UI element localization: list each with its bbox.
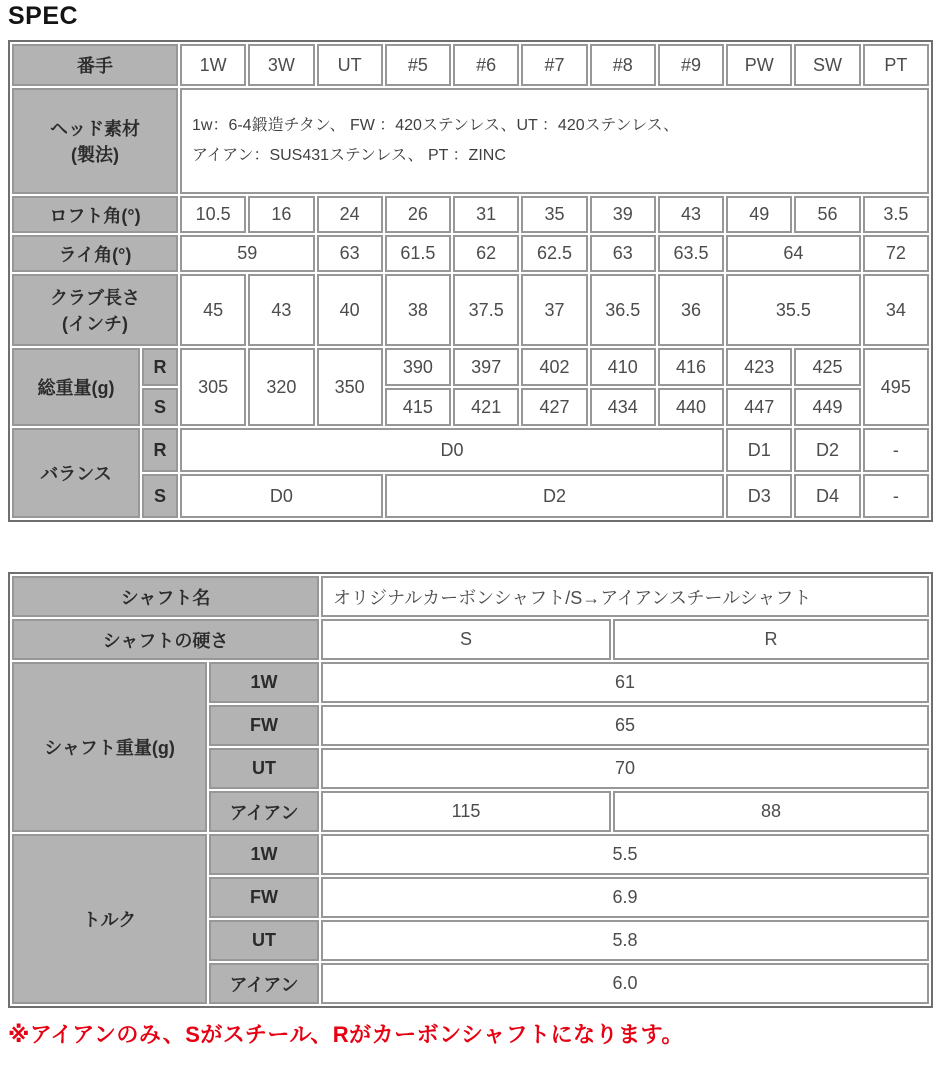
total-weight-r-7: 402 [521, 348, 587, 386]
total-weight-r-6: 397 [453, 348, 519, 386]
length-label-line1: クラブ長さ [50, 288, 140, 308]
club-header-pw: PW [726, 44, 792, 86]
total-weight-r-9: 416 [658, 348, 724, 386]
club-header-ut: UT [317, 44, 383, 86]
shaft-weight-1w-label: 1W [209, 662, 319, 703]
spec-table [8, 40, 933, 522]
total-weight-pt: 495 [863, 348, 929, 426]
loft-5: 26 [385, 196, 451, 233]
head-material-label-line1: ヘッド素材 [50, 119, 140, 139]
head-material-label [12, 88, 178, 194]
balance-s-1w-ut: D0 [180, 474, 383, 518]
length-pw-sw: 35.5 [726, 274, 861, 346]
torque-1w-value: 5.5 [321, 834, 929, 875]
club-header-pt: PT [863, 44, 929, 86]
shaft-name-value: オリジナルカーボンシャフト/S→アイアンスチールシャフト [321, 576, 929, 617]
torque-iron-label: アイアン [209, 963, 319, 1004]
shaft-flex-s: S [321, 619, 611, 660]
loft-6: 31 [453, 196, 519, 233]
balance-s-pt: - [863, 474, 929, 518]
shaft-weight-1w-value: 61 [321, 662, 929, 703]
total-weight-s-sw: 449 [794, 388, 860, 426]
shaft-weight-ut-value: 70 [321, 748, 929, 789]
shaft-weight-fw-value: 65 [321, 705, 929, 746]
torque-iron-value: 6.0 [321, 963, 929, 1004]
balance-s-row [12, 474, 929, 518]
length-8: 36.5 [590, 274, 656, 346]
balance-label: バランス [12, 428, 140, 518]
torque-label: トルク [12, 834, 207, 1004]
head-material-label-line2: (製法) [71, 145, 119, 165]
club-header-7: #7 [521, 44, 587, 86]
club-header-sw: SW [794, 44, 860, 86]
total-weight-r-8: 410 [590, 348, 656, 386]
page-title: SPEC [8, 2, 79, 30]
iron-shaft-footnote: ※アイアンのみ、Sがスチール、Rがカーボンシャフトになります。 [8, 1022, 684, 1047]
shaft-weight-ut-label: UT [209, 748, 319, 789]
shaft-name-label: シャフト名 [12, 576, 319, 617]
club-header-8: #8 [590, 44, 656, 86]
length-3w: 43 [248, 274, 314, 346]
balance-r-sw: D2 [794, 428, 860, 472]
shaft-weight-fw-label: FW [209, 705, 319, 746]
lie-8: 63 [590, 235, 656, 272]
lie-7: 62.5 [521, 235, 587, 272]
balance-sub-r: R [142, 428, 178, 472]
loft-sw: 56 [794, 196, 860, 233]
club-header-6: #6 [453, 44, 519, 86]
total-weight-r-row [12, 348, 929, 386]
torque-1w-label: 1W [209, 834, 319, 875]
total-weight-ut: 350 [317, 348, 383, 426]
shaft-weight-iron-s: 115 [321, 791, 611, 832]
total-weight-r-5: 390 [385, 348, 451, 386]
loft-8: 39 [590, 196, 656, 233]
club-header-9: #9 [658, 44, 724, 86]
total-weight-s-7: 427 [521, 388, 587, 426]
total-weight-s-pw: 447 [726, 388, 792, 426]
loft-pt: 3.5 [863, 196, 929, 233]
lie-pt: 72 [863, 235, 929, 272]
balance-r-pt: - [863, 428, 929, 472]
loft-3w: 16 [248, 196, 314, 233]
total-weight-1w: 305 [180, 348, 246, 426]
loft-pw: 49 [726, 196, 792, 233]
length-6: 37.5 [453, 274, 519, 346]
total-weight-s-9: 440 [658, 388, 724, 426]
shaft-weight-label: シャフト重量(g) [12, 662, 207, 832]
total-weight-label: 総重量(g) [12, 348, 140, 426]
length-1w: 45 [180, 274, 246, 346]
club-header-label: 番手 [12, 44, 178, 86]
balance-s-sw: D4 [794, 474, 860, 518]
total-weight-sub-s: S [142, 388, 178, 426]
torque-ut-label: UT [209, 920, 319, 961]
length-9: 36 [658, 274, 724, 346]
lie-pw-sw: 64 [726, 235, 861, 272]
lie-9: 63.5 [658, 235, 724, 272]
club-header-1w: 1W [180, 44, 246, 86]
length-5: 38 [385, 274, 451, 346]
shaft-weight-iron-r: 88 [613, 791, 929, 832]
torque-ut-value: 5.8 [321, 920, 929, 961]
head-material-line2: アイアン：SUS431ステンレス、 PT ：ZINC [192, 147, 506, 164]
shaft-weight-iron-label: アイアン [209, 791, 319, 832]
loft-1w: 10.5 [180, 196, 246, 233]
total-weight-r-sw: 425 [794, 348, 860, 386]
loft-row [12, 196, 929, 233]
total-weight-s-5: 415 [385, 388, 451, 426]
balance-r-1w-9: D0 [180, 428, 724, 472]
torque-1w-row [12, 834, 929, 875]
balance-r-row [12, 428, 929, 472]
shaft-table [8, 572, 933, 1008]
shaft-flex-row [12, 619, 929, 660]
lie-ut: 63 [317, 235, 383, 272]
club-header-5: #5 [385, 44, 451, 86]
total-weight-sub-r: R [142, 348, 178, 386]
head-material-line1: 1w：6-4鍛造チタン、 FW ：420ステンレス、UT ：420ステンレス、 [192, 116, 680, 134]
lie-label: ライ角(°) [12, 235, 178, 272]
length-7: 37 [521, 274, 587, 346]
length-label [12, 274, 178, 346]
total-weight-s-row [12, 388, 929, 426]
head-material-value [180, 88, 929, 194]
loft-label: ロフト角(°) [12, 196, 178, 233]
lie-6: 62 [453, 235, 519, 272]
lie-row [12, 235, 929, 272]
club-header-row [12, 44, 929, 86]
torque-fw-label: FW [209, 877, 319, 918]
balance-r-pw: D1 [726, 428, 792, 472]
total-weight-r-pw: 423 [726, 348, 792, 386]
loft-7: 35 [521, 196, 587, 233]
balance-sub-s: S [142, 474, 178, 518]
shaft-flex-r: R [613, 619, 929, 660]
club-header-3w: 3W [248, 44, 314, 86]
length-pt: 34 [863, 274, 929, 346]
head-material-row [12, 88, 929, 194]
lie-5: 61.5 [385, 235, 451, 272]
length-row [12, 274, 929, 346]
loft-ut: 24 [317, 196, 383, 233]
total-weight-s-6: 421 [453, 388, 519, 426]
total-weight-s-8: 434 [590, 388, 656, 426]
shaft-flex-label: シャフトの硬さ [12, 619, 319, 660]
lie-1w-3w: 59 [180, 235, 315, 272]
length-ut: 40 [317, 274, 383, 346]
balance-s-pw: D3 [726, 474, 792, 518]
torque-fw-value: 6.9 [321, 877, 929, 918]
shaft-name-row [12, 576, 929, 617]
total-weight-3w: 320 [248, 348, 314, 426]
shaft-weight-1w-row [12, 662, 929, 703]
length-label-line2: (インチ) [62, 314, 128, 334]
balance-s-5-9: D2 [385, 474, 724, 518]
loft-9: 43 [658, 196, 724, 233]
